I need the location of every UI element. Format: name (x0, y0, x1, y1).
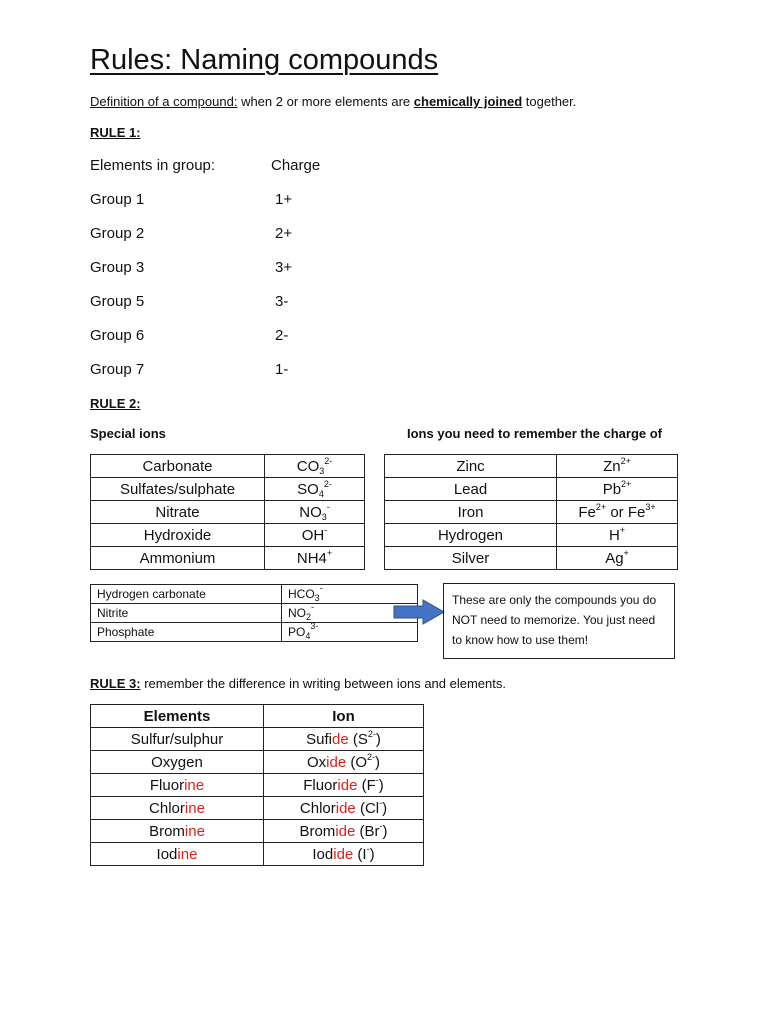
rule3-heading: RULE 3: (90, 676, 141, 691)
table-row (91, 843, 424, 866)
no-memorize-table (90, 584, 418, 642)
special-ions-label: Special ions (90, 426, 166, 441)
rule1-charge: 2- (275, 327, 289, 344)
col-header-elements: Elements (91, 705, 264, 728)
rule1-group: Group 2 (90, 225, 145, 242)
definition-text-before: when 2 or more elements are (241, 94, 411, 109)
element-name: Sulfur/sulphur (91, 728, 264, 751)
right-arrow-icon (393, 599, 445, 625)
ion-formula: $HCO_3^-$ (282, 585, 418, 604)
rule3-text: remember the difference in writing between ions and elements. (144, 676, 506, 691)
ion-name: Iron (385, 501, 557, 524)
remember-ions-table (384, 454, 678, 570)
table-row (385, 547, 678, 570)
rule1-col1-header: Elements in group: (90, 157, 216, 174)
element-name: Bromine (91, 820, 264, 843)
ion-name: Sufide $(S^{2-})$ (264, 728, 424, 751)
table-row (91, 797, 424, 820)
table-row (385, 478, 678, 501)
table-row (91, 604, 418, 623)
ion-name: Zinc (385, 455, 557, 478)
ion-name: Phosphate (91, 623, 282, 642)
rule2-heading: RULE 2: (90, 396, 141, 411)
rule1-group: Group 3 (90, 259, 145, 276)
ion-formula: OH- (265, 524, 365, 547)
rule1-heading: RULE 1: (90, 125, 141, 140)
ion-name: Lead (385, 478, 557, 501)
table-row (91, 524, 365, 547)
table-row (91, 455, 365, 478)
rule1-charge: 1+ (275, 191, 293, 208)
table-row (91, 751, 424, 774)
rule3-line (90, 676, 506, 691)
table-row (91, 774, 424, 797)
ion-formula: $NO_2^-$ (282, 604, 418, 623)
table-row (385, 455, 678, 478)
rule1-group: Group 6 (90, 327, 145, 344)
table-row (91, 623, 418, 642)
ion-formula: $CO_3^{2-}$ (265, 455, 365, 478)
rule1-group: Group 7 (90, 361, 145, 378)
table-row (91, 547, 365, 570)
ion-name: Hydrogen (385, 524, 557, 547)
page-title: Rules: Naming compounds (90, 44, 439, 76)
definition-text-after: together. (525, 94, 577, 109)
table-row (385, 524, 678, 547)
ion-name: Iodide (I-) (264, 843, 424, 866)
table-row (91, 728, 424, 751)
table-row (385, 501, 678, 524)
table-row (91, 585, 418, 604)
ion-formula: NH4+ (265, 547, 365, 570)
col-header-ion: Ion (264, 705, 424, 728)
ion-formula: $NO_3^-$ (265, 501, 365, 524)
ion-name: Fluoride (F-) (264, 774, 424, 797)
definition-emphasis: chemically joined (413, 94, 523, 109)
ion-name: Hydroxide (91, 524, 265, 547)
note-box: These are only the compounds you do NOT need to memorize. You just need to know how to use them! (443, 583, 675, 659)
ion-name: Hydrogen carbonate (91, 585, 282, 604)
rule1-group: Group 1 (90, 191, 145, 208)
table-row (91, 478, 365, 501)
rule1-col2-header: Charge (271, 157, 321, 174)
rule1-charge: 3- (275, 293, 289, 310)
ion-name: Sulfates/sulphate (91, 478, 265, 501)
ion-formula: $SO_4^{2-}$ (265, 478, 365, 501)
ion-formula: $Zn^{2+}$ (557, 455, 678, 478)
element-name: Iodine (91, 843, 264, 866)
ion-formula: $Pb^{2+}$ (557, 478, 678, 501)
ion-name: Ammonium (91, 547, 265, 570)
rule1-charge: 1- (275, 361, 289, 378)
ion-name: Chloride (Cl-) (264, 797, 424, 820)
special-ions-table (90, 454, 365, 570)
ion-formula: $Fe^{2+}$ or $Fe^{3+}$ (557, 501, 678, 524)
rule1-charge: 2+ (275, 225, 293, 242)
ion-name: Carbonate (91, 455, 265, 478)
ion-name: Oxide $(O^{2-})$ (264, 751, 424, 774)
table-row (91, 501, 365, 524)
ion-name: Bromide (Br-) (264, 820, 424, 843)
definition-line (90, 94, 576, 109)
table-header-row (91, 705, 424, 728)
element-name: Fluorine (91, 774, 264, 797)
table-row (91, 820, 424, 843)
ion-formula: Ag+ (557, 547, 678, 570)
ion-name: Nitrate (91, 501, 265, 524)
ion-name: Nitrite (91, 604, 282, 623)
element-name: Oxygen (91, 751, 264, 774)
remember-ions-label: Ions you need to remember the charge of (407, 426, 662, 441)
ion-formula: H+ (557, 524, 678, 547)
rule1-group: Group 5 (90, 293, 145, 310)
ion-name: Silver (385, 547, 557, 570)
elements-ions-table (90, 704, 424, 866)
rule1-charge: 3+ (275, 259, 293, 276)
definition-label: Definition of a compound: (90, 94, 238, 109)
element-name: Chlorine (91, 797, 264, 820)
ion-formula: $PO_4^{3-}$ (282, 623, 418, 642)
